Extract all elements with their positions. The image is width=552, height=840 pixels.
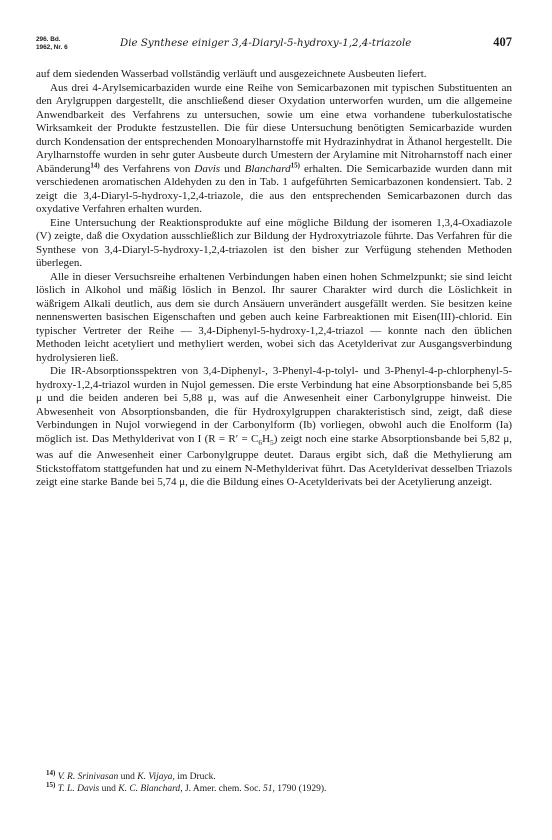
footnotes bbox=[36, 768, 512, 796]
text-run: und bbox=[220, 162, 245, 175]
journal-volume bbox=[36, 36, 68, 51]
italic-text: V. R. Srinivasan bbox=[57, 772, 119, 782]
text-run: auf dem siedenden Wasserbad vollständig verläuft und ausgezeichnete Ausbeuten liefert. bbox=[36, 68, 427, 80]
running-title: Die Synthese einiger 3,4-Diaryl-5-hydroxy-1,2,4-triazole bbox=[120, 38, 412, 49]
journal-volume-line: 296. Bd. bbox=[36, 36, 61, 43]
text-run: Die IR-Absorptionsspektren von 3,4-Diphenyl-, 3-Phenyl-4-p-tolyl- und 3-Phenyl-4-p-chlorphenyl-5-hydroxy-1,2,4-triazol wurden in Nujol gemessen. Die erste Verbindung hat eine Absorptionsbande bei 5,85 μ und die beiden anderen bei 5,88 μ, was auf die Anwesenheit einer Carbonylgruppe hinweist. Die Abwesenheit von Absorptionsbanden, die für Hydroxylgruppen charakteristisch sind, zeigt, daß diese Verbindungen in Nujol vorwiegend in der Carbonylform (Ib) vorliegen, obwohl auch die Enolform (Ia) möglich ist. Das Methylderivat von I (R = R′ = C bbox=[36, 365, 512, 445]
footnote-reference: 15) bbox=[290, 160, 301, 169]
footnote-mark: 15) bbox=[46, 780, 56, 789]
text-run: des Verfahrens von bbox=[99, 162, 195, 175]
paragraph bbox=[36, 82, 512, 217]
footnote-reference: 14) bbox=[90, 160, 100, 169]
text-run: , 1790 (1929). bbox=[272, 783, 327, 794]
paragraph bbox=[36, 68, 512, 82]
text-run: und bbox=[99, 783, 119, 794]
subscript: 5 bbox=[270, 437, 274, 447]
italic-text: Davis bbox=[194, 162, 221, 175]
paragraph bbox=[36, 365, 512, 490]
subscript: 6 bbox=[258, 437, 263, 447]
page-header bbox=[36, 34, 516, 60]
italic-text: 51 bbox=[263, 783, 273, 794]
text-run: Alle in dieser Versuchsreihe erhaltenen Verbindungen haben einen hohen Schmelzpunkt; sie sind leicht löslich in Alkohol und mäßig löslich in Benzol. Ihr saurer Charakter wird durch die Löslichkeit in wäßrigem Alkali deutlich, aus dem sie durch Ansäuern unverändert ausgefällt werden. Sie besitzen keine nennenswerten basischen Eigenschaften und geben auch keine Farbreaktionen mit Eisen(III)-chlorid. Ein typischer Vertreter der Reihe — 3,4-Diphenyl-5-hydroxy-1,2,4-triazol — konnte nach den üblichen Methoden leicht acetyliert und methyliert werden, wobei sich das Acetylderivat zur Ausgangsverbindung hydrolysieren ließ. bbox=[36, 270, 512, 364]
paragraph bbox=[36, 271, 512, 366]
page-number: 407 bbox=[493, 35, 512, 49]
text-run: Eine Untersuchung der Reaktionsprodukte auf eine mögliche Bildung der isomeren 1,3,4-Oxadiazole (V) zeigte, daß die Oxydation ausschließlich zur Bildung der Hydroxytriazole führte. Das Verfahren für die Synthese von 3,4-Diaryl-5-hydroxy-1,2,4-triazolen ist den bisher zur Verfügung stehenden Methoden überlegen. bbox=[36, 216, 512, 269]
text-run: H bbox=[262, 432, 271, 445]
footnote bbox=[36, 768, 512, 784]
paragraph bbox=[36, 217, 512, 271]
journal-issue-line: 1962, Nr. 6 bbox=[36, 43, 68, 51]
italic-text: K. Vijaya bbox=[137, 772, 173, 782]
italic-text: T. L. Davis bbox=[57, 783, 100, 794]
text-run: ) zeigt noch eine starke Absorptionsbande bei 5,82 μ, was auf die Anwesenheit einer Carbonylgruppe deutet. Daraus ergibt sich, daß die Methylierung am Stickstoffatom stattgefunden hat und zu einem N-Methylderivat führt. Das Acetylderivat desselben Triazols zeigt eine starke Bande bei 5,74 μ, die die Bildung eines O-Acetylderivats bei der Acetylierung anzeigt. bbox=[36, 432, 512, 489]
text-run: Aus drei 4-Arylsemicarbaziden wurde eine Reihe von Semicarbazonen mit typischen Substituenten an den Arylgruppen dargestellt, die anschließend dieser Oxydation unterworfen wurden, um die allgemeine Anwendbarkeit des Verfahrens zu untersuchen, sowie um eine etwa vorhandene tuberkulostatische Wirksamkeit der Produkte festzustellen. Die für diese Untersuchung benötigten Semicarbazide wurden durch Kondensation der entsprechenden Monoarylharnstoffe mit Hydrazinhydrat in Äthanol hergestellt. Die Arylharnstoffe wurden in sehr guter Ausbeute durch Umestern der Arylamine mit Nitroharnstoff nach einer Abänderung bbox=[36, 81, 512, 175]
text-run: , im Druck. bbox=[172, 772, 216, 782]
text-run: erhalten. Die Semicarbazide wurden dann mit verschiedenen aromatischen Aldehyden zu den in Tab. 1 aufgeführten Semicarbazonen kondensiert. Tab. 2 zeigt die 3,4-Diaryl-5-hydroxy-1,2,4-triazole, die aus den entsprechenden Semicarbazonen durch das oxydative Verfahren erhalten wurden. bbox=[36, 162, 512, 215]
text-run: und bbox=[118, 772, 138, 782]
footnote bbox=[36, 780, 512, 796]
italic-text: K. C. Blanchard bbox=[118, 783, 181, 794]
article-body bbox=[36, 68, 512, 490]
text-run: , J. Amer. chem. Soc. bbox=[180, 783, 264, 794]
footnote-mark: 14) bbox=[46, 768, 56, 777]
italic-text: Blanchard bbox=[244, 162, 291, 175]
